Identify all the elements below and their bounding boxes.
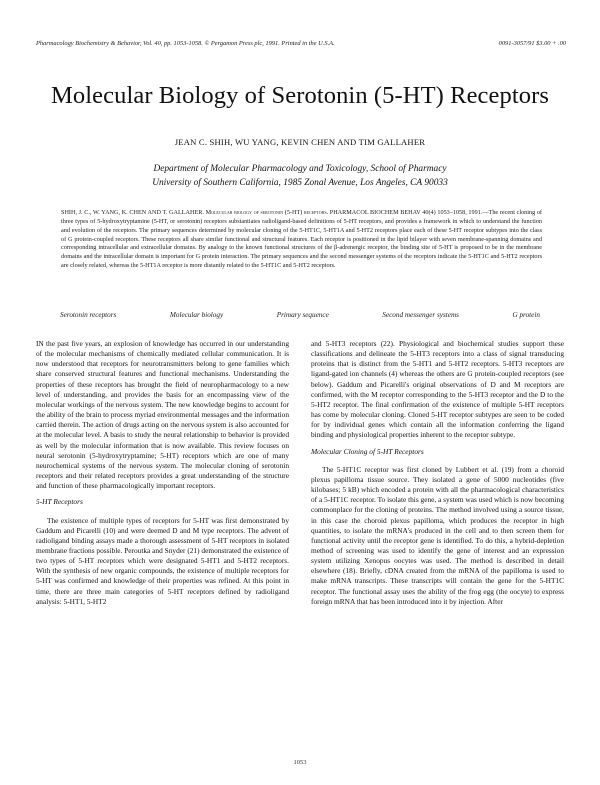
keyword: Molecular biology — [169, 311, 224, 319]
article-title: Molecular Biology of Serotonin (5-HT) Receptors — [51, 82, 549, 109]
running-header — [36, 40, 566, 47]
author-list: JEAN C. SHIH, WU YANG, KEVIN CHEN AND TIM GALLAHER — [174, 137, 426, 147]
cloning-paragraph: The 5-HT1C receptor was first cloned by Lubbert et al. (19) from a choroid plexus papilloma tissue source. They isolated a gene of 5000 nucleotides (five kilobases; 5 kB) which encoded a protein with all the pharmacological characteristics of a 5-HT1C receptor. To isolate this gene, a system was used which is now becoming commonplace for the cloning of proteins. The method involved using a source tissue, in this case the choroid plexus papilloma, which produces the receptor in high quantities, to isolate the mRNA's produced in the cell and to then screen them for functional activity until the receptor gene is identified. To do this, a hybrid-depletion method of screening was used to identify the gene of interest and an expression system utilizing Xenopus oocytes was used. The method is described in detail elsewhere (18). Briefly, cDNA created from the mRNA of the papilloma is used to make mRNA transcripts. These transcripts will contain the gene for the 5-HT1C receptor. The functional assay uses the ability of the frog egg (the oocyte) to express foreign mRNA that has been introduced into it by injection. After — [311, 464, 564, 606]
abstract-citation: SHIH, J. C., W. YANG, K. CHEN AND T. GALLAHER. Molecular biology of serotonin (5-HT) receptors. PHARMACOL BIOCHEM BEHAV 40(4) 1053–1058, 1991. — [61, 209, 483, 216]
affiliation-university: University of Southern California, 1985 Zonal Avenue, Los Angeles, CA 90033 — [152, 178, 448, 188]
keyword: G protein — [512, 311, 540, 319]
issn-code: 0091-3057/91 $3.00 + .00 — [498, 40, 566, 47]
keyword: Second messenger systems — [382, 311, 459, 319]
right-column — [311, 339, 564, 607]
keyword: Primary sequence — [276, 311, 329, 319]
continued-paragraph: and 5-HT3 receptors (22). Physiological and biochemical studies support these classifications and delineate the 5-HT3 receptors into a class of signal transducing proteins that is distinct from the 5-HT1 and 5-HT2 receptors. 5-HT3 receptors are ligand-gated ion channels (4) whereas the others are G protein-coupled receptors (see below). Gaddum and Picarelli's original observations of D and M receptors are confirmed, with the M receptor corresponding to the 5-HT3 receptor and the D to the 5-HT2 receptor. The final confirmation of the existence of multiple 5-HT receptors has come by molecular cloning. Cloned 5-HT receptor subtypes are seen to be coded for by individual genes which contain all the information conferring the ligand binding and physiological properties inherent to the receptor subtype. — [311, 339, 564, 440]
affiliation — [0, 162, 600, 190]
keyword: Serotonin receptors — [60, 311, 117, 319]
section-heading-cloning: Molecular Cloning of 5-HT Receptors — [311, 446, 424, 456]
abstract-body: —The recent cloning of three types of 5-hydroxytryptamine (5-HT, or serotonin) receptors substantiates radioligand-based definitions of 5-HT receptors, and provides a framework in which to understand the function and evolution of the receptors. The primary sequences determined by molecular cloning of the 5-HT1C, 5-HT1A and 5-HT2 receptors place each of these 5-HT receptor subtypes into the class of G protein-coupled receptors. These receptors all share similar functional and structural features. Each receptor is positioned in the lipid bilayer with seven membrane-spanning domains and corresponding intracellular and extracellular domains. By analogy to the known functional structures of the β-adrenergic receptor, the binding site of 5-HT is proposed to be in the membrane domains and the intracellular domain is important for G protein interaction. The primary sequences and the second messenger systems of the receptors indicate the 5-HT1C and 5-HT2 receptors are closely related, whereas the 5-HT1A receptor is more distantly related to the 5-HT1C and 5-HT2 receptors. — [61, 209, 542, 270]
left-column — [36, 339, 289, 607]
intro-paragraph: IN the past five years, an explosion of knowledge has occurred in our understanding of the molecular mechanisms of chemically mediated cellular communication. It is now understood that receptors for neurotransmitters belong to gene families which share conserved structural features and functional mechanisms. Understanding the properties of these receptors has brought the field of neuropharmacology to a new level of understanding, and provides the basis for an encompassing view of the molecular workings of the nervous system. The new knowledge begins to account for the ability of the brain to process myriad environmental messages and the information carried therein. The action of drugs acting on the nervous system is also accounted for at the molecular level. A basis to study the neural relationship to behavior is provided as well by the molecular information that is now available. This review focuses on neural serotonin (5-hydroxytryptamine; 5-HT) receptors which are one of many neurochemical systems of the nervous system. The molecular cloning of serotonin receptors and their related receptors provides a great understanding of the structure and function of these pharmacologically important receptors. — [36, 339, 289, 491]
section-heading-receptors: 5-HT Receptors — [36, 497, 83, 507]
receptors-paragraph: The existence of multiple types of receptors for 5-HT was first demonstrated by Gaddum and Picarelli (10) and were deemed D and M type receptors. The advent of radioligand binding assays made a thorough assessment of 5-HT receptors in isolated membrane fractions possible. Peroutka and Snyder (21) demonstrated the existence of two types of 5-HT receptors which were designated 5-HT1 and 5-HT2 receptors. With the synthesis of new organic compounds, the existence of multiple receptors for 5-HT was confirmed and knowledge of their properties was refined. At this point in time, there are three main categories of 5-HT receptors defined by radioligand analysis: 5-HT1, 5-HT2 — [36, 515, 289, 606]
page-number: 1053 — [293, 759, 307, 766]
affiliation-department: Department of Molecular Pharmacology and Toxicology, School of Pharmacy — [153, 164, 447, 174]
keyword-list — [60, 311, 540, 319]
abstract — [61, 209, 542, 271]
journal-citation: Pharmacology Biochemistry & Behavior, Vol. 40, pp. 1053-1058. © Pergamon Press plc, 1991. Printed in the U.S.A. — [36, 40, 335, 47]
